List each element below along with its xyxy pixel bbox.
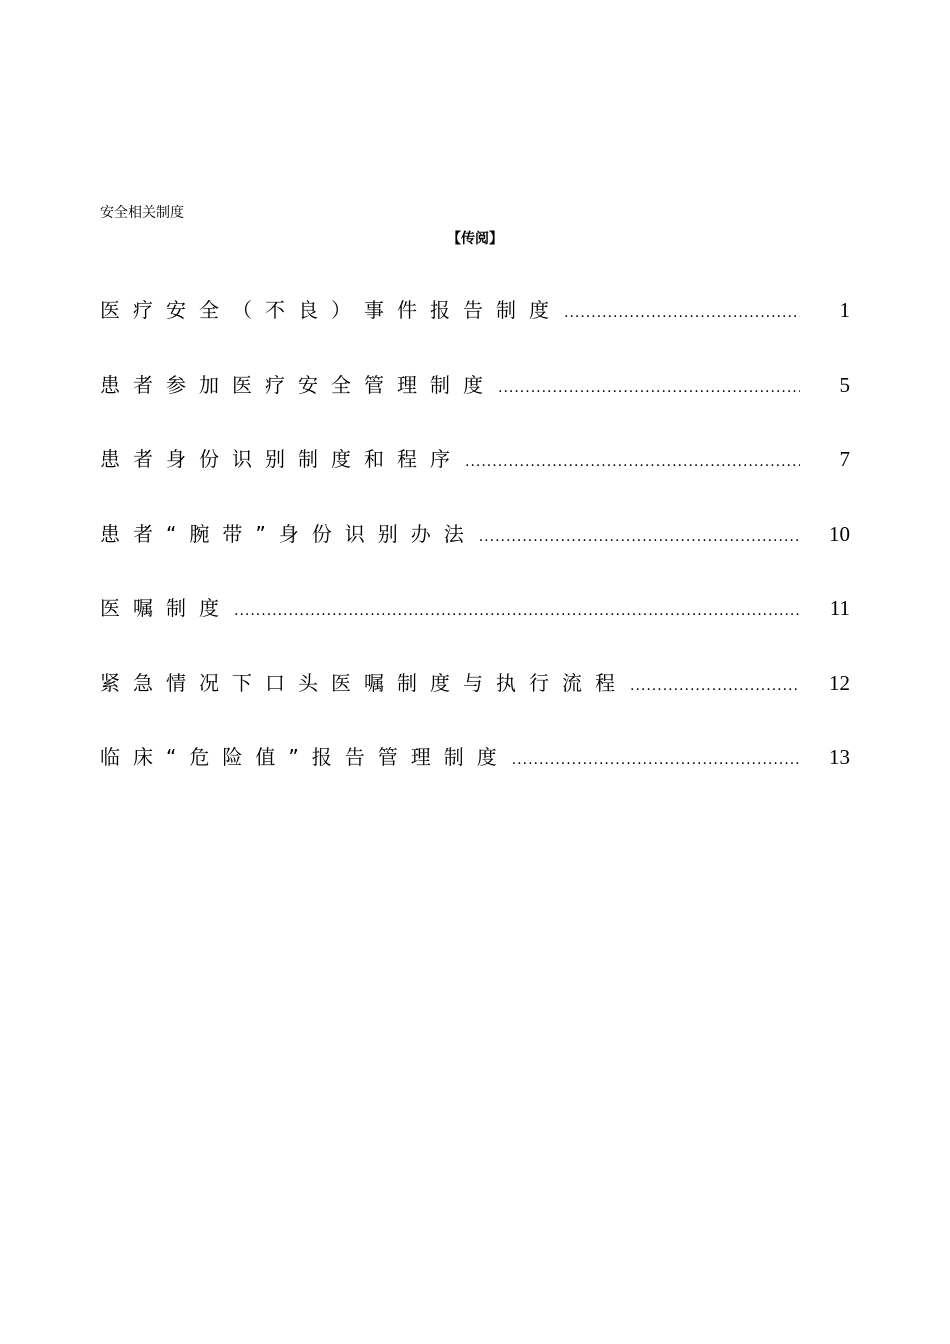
toc-entry-page: 1	[839, 298, 850, 322]
toc-dot-leader	[234, 593, 800, 629]
toc-dot-leader	[479, 519, 800, 555]
document-header-label: 安全相关制度	[100, 205, 184, 221]
toc-entry-title: 患者“腕带”身份识别办法	[100, 521, 477, 546]
circulate-mark: 【传阅】	[447, 231, 503, 247]
toc-dot-leader	[512, 742, 800, 778]
toc-entry-page: 7	[839, 447, 850, 471]
toc-entry[interactable]	[100, 739, 850, 814]
toc-dot-leader	[465, 444, 800, 480]
toc-entry[interactable]	[100, 292, 850, 367]
toc-entry-title: 医疗安全（不良）事件报告制度	[100, 298, 562, 322]
toc-dot-leader	[498, 370, 800, 406]
toc-dot-leader	[564, 295, 800, 331]
toc-dot-leader	[630, 668, 800, 704]
toc-entry-title: 患者参加医疗安全管理制度	[100, 372, 496, 397]
table-of-contents	[100, 292, 850, 814]
toc-entry-title: 医嘱制度	[100, 596, 232, 620]
toc-entry-page: 12	[829, 670, 850, 695]
toc-entry[interactable]	[100, 590, 850, 665]
toc-entry-page: 13	[829, 745, 850, 769]
toc-entry[interactable]	[100, 367, 850, 442]
toc-entry-title: 紧急情况下口头医嘱制度与执行流程	[100, 670, 628, 695]
toc-entry-page: 10	[829, 521, 850, 546]
toc-entry[interactable]	[100, 665, 850, 740]
toc-entry-page: 11	[829, 596, 850, 620]
toc-entry-title: 临床“危险值”报告管理制度	[100, 745, 510, 769]
toc-entry[interactable]	[100, 441, 850, 516]
toc-entry-title: 患者身份识别制度和程序	[100, 447, 463, 471]
toc-entry-page: 5	[839, 372, 850, 397]
toc-entry[interactable]	[100, 516, 850, 591]
